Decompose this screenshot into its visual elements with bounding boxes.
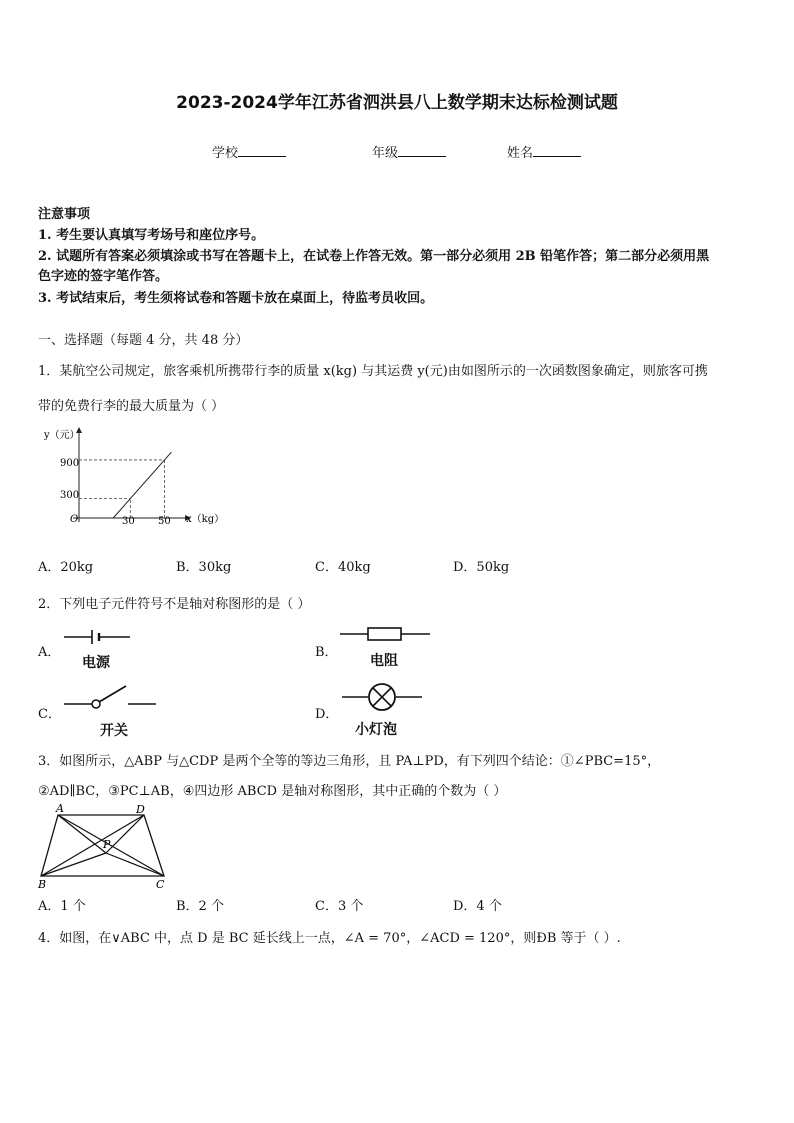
lamp-symbol bbox=[340, 681, 424, 713]
q3-option-d: D．4 个 bbox=[453, 899, 502, 914]
q1-option-c: C．40kg bbox=[315, 560, 371, 575]
q1-option-d: D．50kg bbox=[453, 560, 510, 575]
q4-text: 4．如图，在∨ABC 中，点 D 是 BC 延长线上一点，∠A = 70°，∠ACD = 120°，则ÐB 等于（ ）. bbox=[38, 931, 621, 946]
q1-text-line1: 1．某航空公司规定，旅客乘机所携带行李的质量 x(kg) 与其运费 y(元)由如图所示的一次函数图象确定，则旅客可携 bbox=[38, 364, 708, 379]
q1-chart bbox=[40, 424, 225, 534]
q3-text-line1: 3．如图所示，△ABP 与△CDP 是两个全等的等边三角形，且 PA⊥PD，有下列四个结论：①∠PBC=15°， bbox=[38, 754, 661, 769]
q2-option-c-letter: C． bbox=[38, 707, 61, 722]
segment-pc bbox=[106, 853, 164, 876]
q2-option-a-label: 电源 bbox=[82, 655, 110, 671]
label-d: D bbox=[136, 803, 145, 816]
q3-figure bbox=[36, 801, 171, 891]
grade-field bbox=[372, 142, 446, 161]
grade-label: 年级 bbox=[372, 146, 399, 161]
q1-text-line2: 带的免费行李的最大质量为（ ） bbox=[38, 399, 225, 414]
school-label: 学校 bbox=[212, 146, 239, 161]
switch-symbol bbox=[62, 682, 158, 710]
y-axis-label: y（元） bbox=[44, 430, 80, 441]
label-a: A bbox=[56, 802, 64, 815]
school-blank bbox=[238, 144, 286, 157]
section1-heading: 一、选择题（每题 4 分，共 48 分） bbox=[38, 333, 249, 348]
segment-ac bbox=[58, 815, 164, 876]
notice-item-3: 3. 考试结束后，考生须将试卷和答题卡放在桌面上，待监考员收回。 bbox=[38, 291, 434, 306]
x-tick-30: 30 bbox=[122, 516, 135, 527]
notice-item-2: 2. 试题所有答案必须填涂或书写在答题卡上，在试卷上作答无效。第一部分必须用 2B 铅笔作答；第二部分必须用黑 bbox=[38, 249, 710, 264]
name-blank bbox=[533, 144, 581, 157]
fare-line bbox=[113, 452, 171, 518]
q1-option-a: A．20kg bbox=[38, 560, 94, 575]
q2-option-d-letter: D． bbox=[315, 707, 339, 722]
segment-pa bbox=[58, 815, 106, 853]
battery-symbol bbox=[62, 626, 132, 648]
q2-text: 2．下列电子元件符号不是轴对称图形的是（ ） bbox=[38, 597, 311, 612]
name-field bbox=[507, 142, 581, 161]
q1-option-b: B．30kg bbox=[176, 560, 232, 575]
name-label: 姓名 bbox=[507, 146, 534, 161]
school-field bbox=[212, 142, 286, 161]
label-p: P bbox=[103, 838, 111, 851]
q2-option-b-label: 电阻 bbox=[370, 653, 398, 669]
segment-bd bbox=[41, 815, 144, 876]
x-tick-50: 50 bbox=[158, 516, 171, 527]
label-b: B bbox=[38, 878, 47, 891]
q2-option-a-letter: A． bbox=[38, 645, 61, 660]
q3-text-line2: ②AD∥BC，③PC⊥AB，④四边形 ABCD 是轴对称图形，其中正确的个数为（ ） bbox=[38, 784, 507, 799]
exam-title: 2023-2024学年江苏省泗洪县八上数学期末达标检测试题 bbox=[176, 93, 618, 113]
notice-heading: 注意事项 bbox=[38, 207, 91, 222]
label-c: C bbox=[156, 878, 165, 891]
y-tick-300: 300 bbox=[60, 490, 80, 501]
q2-option-d-label: 小灯泡 bbox=[355, 722, 397, 738]
y-tick-900: 900 bbox=[60, 458, 80, 469]
q2-option-b-letter: B． bbox=[315, 645, 338, 660]
notice-item-2-cont: 色字迹的签字笔作答。 bbox=[38, 269, 169, 284]
q2-option-c-label: 开关 bbox=[100, 723, 128, 739]
notice-item-1: 1. 考生要认真填写考场号和座位序号。 bbox=[38, 228, 265, 243]
grade-blank bbox=[398, 144, 446, 157]
q3-option-a: A．1 个 bbox=[38, 899, 86, 914]
x-axis-label: x（kg） bbox=[186, 514, 225, 525]
q3-option-b: B．2 个 bbox=[176, 899, 224, 914]
q3-option-c: C．3 个 bbox=[315, 899, 364, 914]
resistor-symbol bbox=[338, 624, 432, 644]
origin-label: O bbox=[70, 514, 79, 525]
